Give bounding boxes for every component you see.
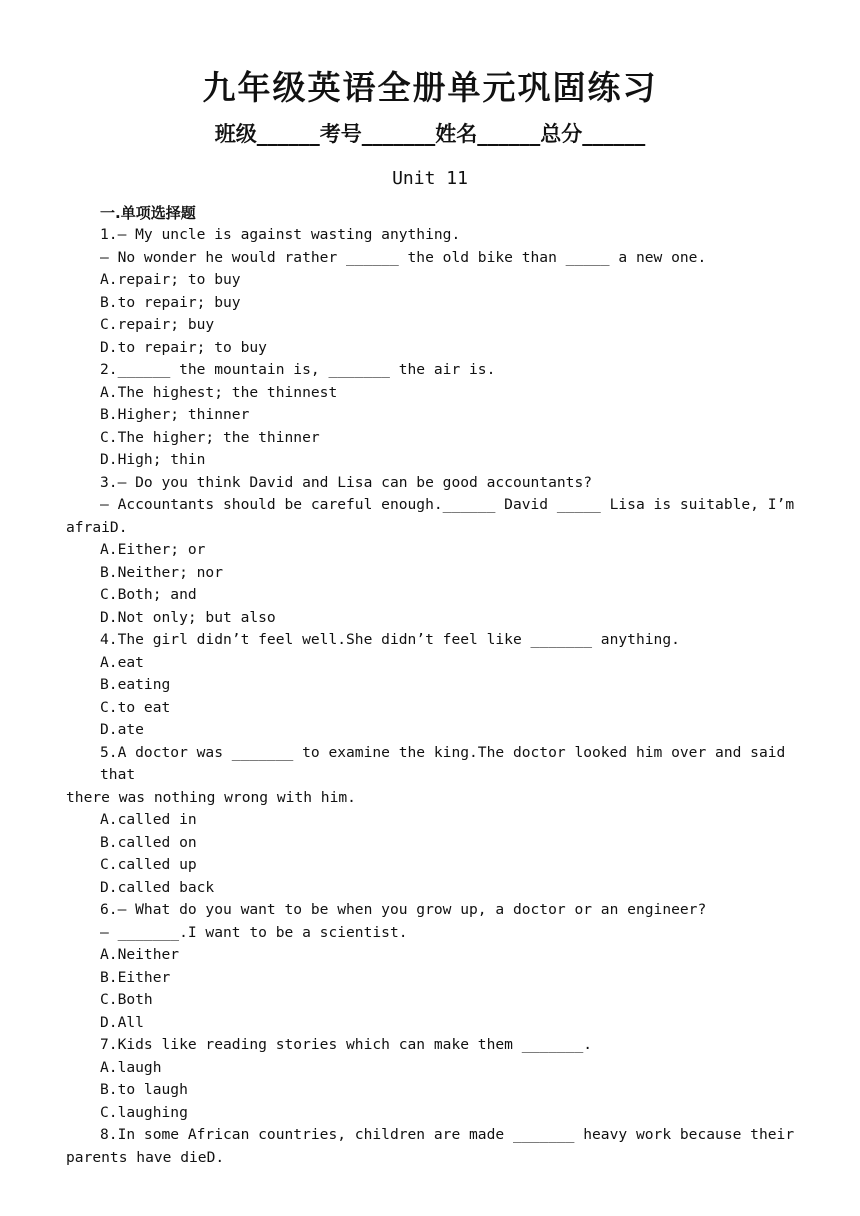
text-line: B.to laugh — [100, 1081, 188, 1098]
text-line: 4.The girl didn’t feel well.She didn’t feel like _______ anything. — [100, 631, 680, 648]
text-line: A.laugh — [100, 1058, 162, 1076]
text-line: C.called up — [100, 856, 197, 873]
text-line: D.ate — [100, 721, 144, 738]
text-line: B.Either — [100, 968, 171, 986]
text-line: A.Either; or — [100, 541, 206, 558]
text-line: C.The higher; the thinner — [100, 428, 320, 446]
text-line: B.to repair; buy — [100, 293, 241, 311]
text-line: C.Both — [100, 991, 153, 1008]
text-line: parents have dieD. — [66, 1148, 225, 1166]
text-line: A.The highest; the thinnest — [100, 383, 338, 401]
student-info-line: 班级______考号_______姓名______总分______ — [214, 122, 646, 146]
text-line: — No wonder he would rather ______ the old bike than _____ a new one. — [100, 248, 707, 266]
section-heading: 一.单项选择题 — [100, 204, 196, 222]
text-line: — _______.I want to be a scientist. — [100, 923, 408, 941]
text-line: 6.— What do you want to be when you grow up, a doctor or an engineer? — [100, 901, 707, 918]
text-line: D.All — [100, 1013, 144, 1031]
question-list — [66, 224, 802, 1169]
unit-heading: Unit 11 — [392, 168, 468, 189]
text-line: D.called back — [100, 878, 215, 896]
text-line: 5.A doctor was _______ to examine the king.The doctor looked him over and said that — [100, 743, 795, 783]
text-line: there was nothing wrong with him. — [66, 788, 356, 806]
text-line: B.eating — [100, 676, 171, 693]
text-line: C.laughing — [100, 1103, 188, 1121]
text-line: afraiD. — [66, 518, 128, 536]
text-line: B.Higher; thinner — [100, 406, 250, 423]
text-line: D.High; thin — [100, 451, 206, 468]
text-line: 3.— Do you think David and Lisa can be good accountants? — [100, 473, 593, 491]
text-line: C.repair; buy — [100, 316, 215, 333]
text-line: A.called in — [100, 811, 197, 828]
document-title: 九年级英语全册单元巩固练习 — [202, 68, 658, 107]
text-line: 8.In some African countries, children are made _______ heavy work because their — [100, 1126, 795, 1143]
text-line: C.to eat — [100, 698, 171, 716]
text-line: A.Neither — [100, 946, 180, 963]
text-line: C.Both; and — [100, 586, 197, 603]
text-line: 2.______ the mountain is, _______ the air is. — [100, 361, 496, 378]
text-line: 1.— My uncle is against wasting anything. — [100, 226, 461, 243]
text-line: D.to repair; to buy — [100, 338, 267, 356]
text-line: A.repair; to buy — [100, 271, 241, 288]
text-line: B.called on — [100, 833, 197, 851]
text-line: D.Not only; but also — [100, 608, 276, 626]
text-line: 7.Kids like reading stories which can make them _______. — [100, 1036, 593, 1053]
text-line: — Accountants should be careful enough.______ David _____ Lisa is suitable, I’m — [100, 496, 795, 513]
text-line: B.Neither; nor — [100, 563, 224, 581]
text-line: A.eat — [100, 653, 144, 671]
